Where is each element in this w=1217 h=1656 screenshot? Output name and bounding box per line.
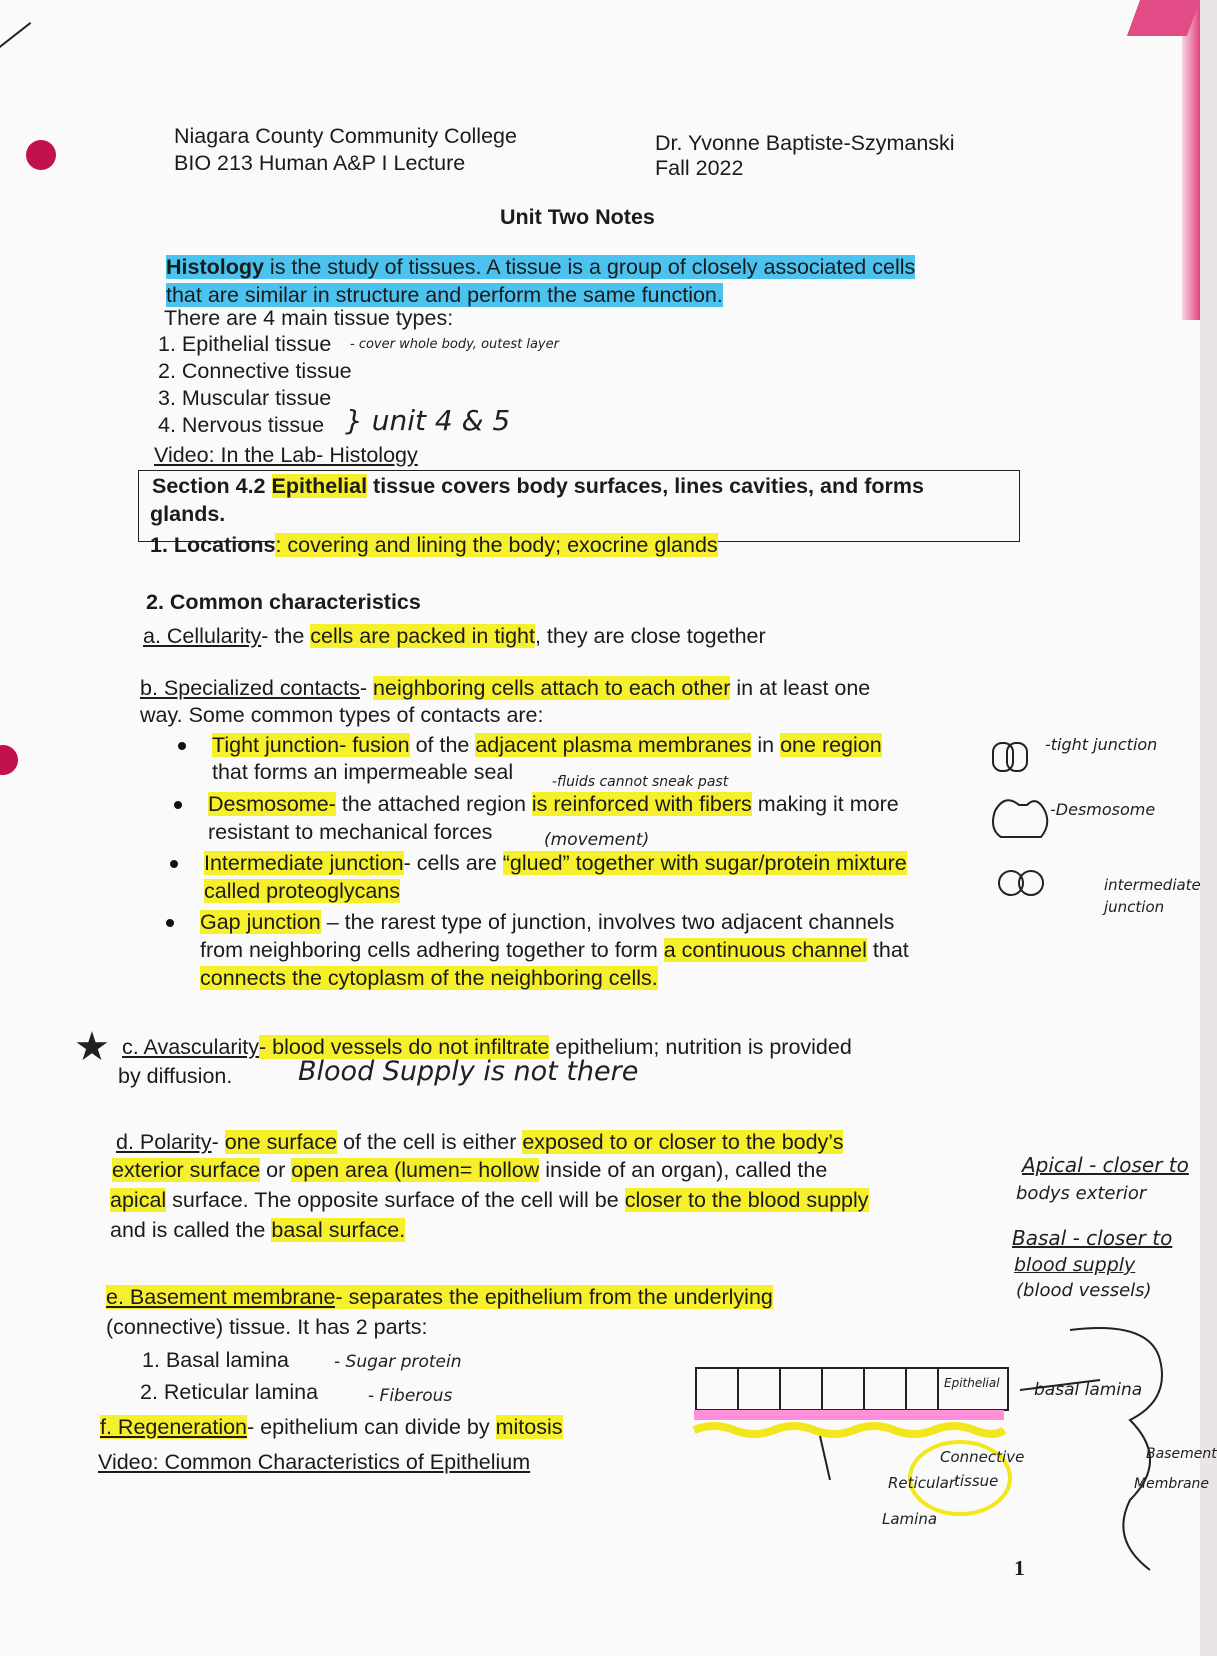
common-characteristics-heading: 2. Common characteristics [146,590,421,614]
tissue-type-2: 2. Connective tissue [158,359,352,383]
tight-junction-note: -tight junction [1045,735,1158,754]
intro-line-1: Histology is the study of tissues. A tissue is a group of closely associated cells [166,255,916,279]
tight-junction-line-1: Tight junction- fusion of the adjacent plasma membranes in one region [212,733,882,757]
connective-label-1: Connective [940,1448,1025,1466]
basal-note-3: (blood vessels) [1016,1280,1152,1301]
basement-part-2: 2. Reticular lamina [140,1380,319,1404]
bullet [178,742,186,750]
polarity-line-4: and is called the basal surface. [110,1218,406,1242]
punch-hole-middle [0,745,18,775]
arrow-line [820,1436,830,1480]
basal-lamina-layer [694,1410,1004,1420]
pink-page-edge [1182,0,1200,320]
course-name: BIO 213 Human A&P I Lecture [174,151,466,175]
gap-junction-line-3: connects the cytoplasm of the neighboring cells. [200,966,658,990]
instructor-name: Dr. Yvonne Baptiste-Szymanski [655,131,955,155]
gap-junction-line-1: Gap junction – the rarest type of junction, involves two adjacent channels [200,910,895,934]
star-mark: ★ [74,1024,110,1070]
intro-line-3: There are 4 main tissue types: [164,306,454,330]
section-heading-line-1: Section 4.2 Epithelial tissue covers body surfaces, lines cavities, and forms [152,474,924,498]
punch-hole-top [26,140,56,170]
intermediate-junction-line-1: Intermediate junction- cells are “glued” together with sugar/protein mixture [204,851,907,875]
desmosome-note: -Desmosome [1050,800,1156,819]
fluids-note: -fluids cannot sneak past [552,774,729,790]
desmosome-line-2: resistant to mechanical forces [208,820,493,844]
term: Fall 2022 [655,156,744,180]
intermediate-note-2: junction [1104,898,1165,916]
desmosome-sketch [993,800,1047,837]
tight-junction-line-2: that forms an impermeable seal [212,760,514,784]
epithelial-label: Epithelial [944,1376,1000,1390]
avascularity-line-2: by diffusion. [118,1064,233,1088]
basement-line-2: (connective) tissue. It has 2 parts: [106,1315,428,1339]
desmosome-line-1: Desmosome- the attached region is reinforced with fibers making it more [208,792,899,816]
basement-part-1: 1. Basal lamina [142,1348,289,1372]
connective-label-2: tissue [954,1472,999,1490]
tissue-type-1: 1. Epithelial tissue [158,332,332,356]
regeneration-line: f. Regeneration- epithelium can divide by mitosis [100,1415,563,1439]
intro-line-2: that are similar in structure and perform the same function. [166,283,723,307]
apical-note-1: Apical - closer to [1022,1153,1189,1177]
tissue-type-4: 4. Nervous tissue [158,413,325,437]
locations-line: 1. Locations: covering and lining the body; exocrine glands [150,533,718,557]
reticular-label-1: Reticular [888,1474,955,1492]
epithelial-note: - cover whole body, outest layer [350,337,559,352]
video-link-epithelium[interactable]: Video: Common Characteristics of Epithelium [98,1450,531,1474]
intermediate-note-1: intermediate [1104,876,1201,894]
polarity-line-3: apical surface. The opposite surface of the cell will be closer to the blood supply [110,1188,869,1212]
reticular-lamina-layer [694,1426,1004,1434]
polarity-line-1: d. Polarity- one surface of the cell is either exposed to or closer to the body’s [116,1130,844,1154]
pen-slash-mark [0,22,31,67]
apical-note-2: bodys exterior [1016,1183,1147,1204]
intermediate-junction-line-2: called proteoglycans [204,879,401,903]
basement-label-2: Membrane [1134,1476,1210,1492]
contacts-line-1: b. Specialized contacts- neighboring cells attach to each other in at least one [140,676,871,700]
page-title: Unit Two Notes [500,205,655,229]
section-heading-line-2: glands. [150,502,226,526]
page-number: 1 [1014,1556,1025,1580]
contacts-line-2: way. Some common types of contacts are: [140,703,544,727]
tissue-type-3: 3. Muscular tissue [158,386,332,410]
basal-note-1: Basal - closer to [1012,1226,1173,1250]
basement-label-1: Basement [1146,1446,1217,1462]
basal-lamina-label: basal lamina [1034,1380,1143,1400]
bullet [166,919,174,927]
fibrous-note: - Fiberous [368,1386,453,1406]
tight-junction-sketch [993,743,1013,771]
bullet [174,801,182,809]
gap-junction-line-2: from neighboring cells adhering together to form a continuous channel that [200,938,909,962]
reticular-label-2: Lamina [882,1510,938,1528]
basement-line-1: e. Basement membrane- separates the epithelium from the underlying [106,1285,773,1309]
avascularity-line-1: c. Avascularity- blood vessels do not infiltrate epithelium; nutrition is provided [122,1035,852,1059]
movement-note: (movement) [544,830,650,850]
histology-term: Histology [166,255,264,279]
basal-note-2: blood supply [1014,1254,1136,1276]
sugar-protein-note: - Sugar protein [334,1352,462,1372]
blood-supply-note: Blood Supply is not there [298,1056,639,1087]
college-name: Niagara County Community College [174,124,517,148]
tight-junction-sketch [1007,743,1027,771]
cellularity-line: a. Cellularity- the cells are packed in tight, they are close together [143,624,766,648]
units-note: } unit 4 & 5 [345,404,511,437]
video-link-histology[interactable]: Video: In the Lab- Histology [154,443,418,467]
polarity-line-2: exterior surface or open area (lumen= hollow inside of an organ), called the [112,1158,828,1182]
bullet [170,860,178,868]
